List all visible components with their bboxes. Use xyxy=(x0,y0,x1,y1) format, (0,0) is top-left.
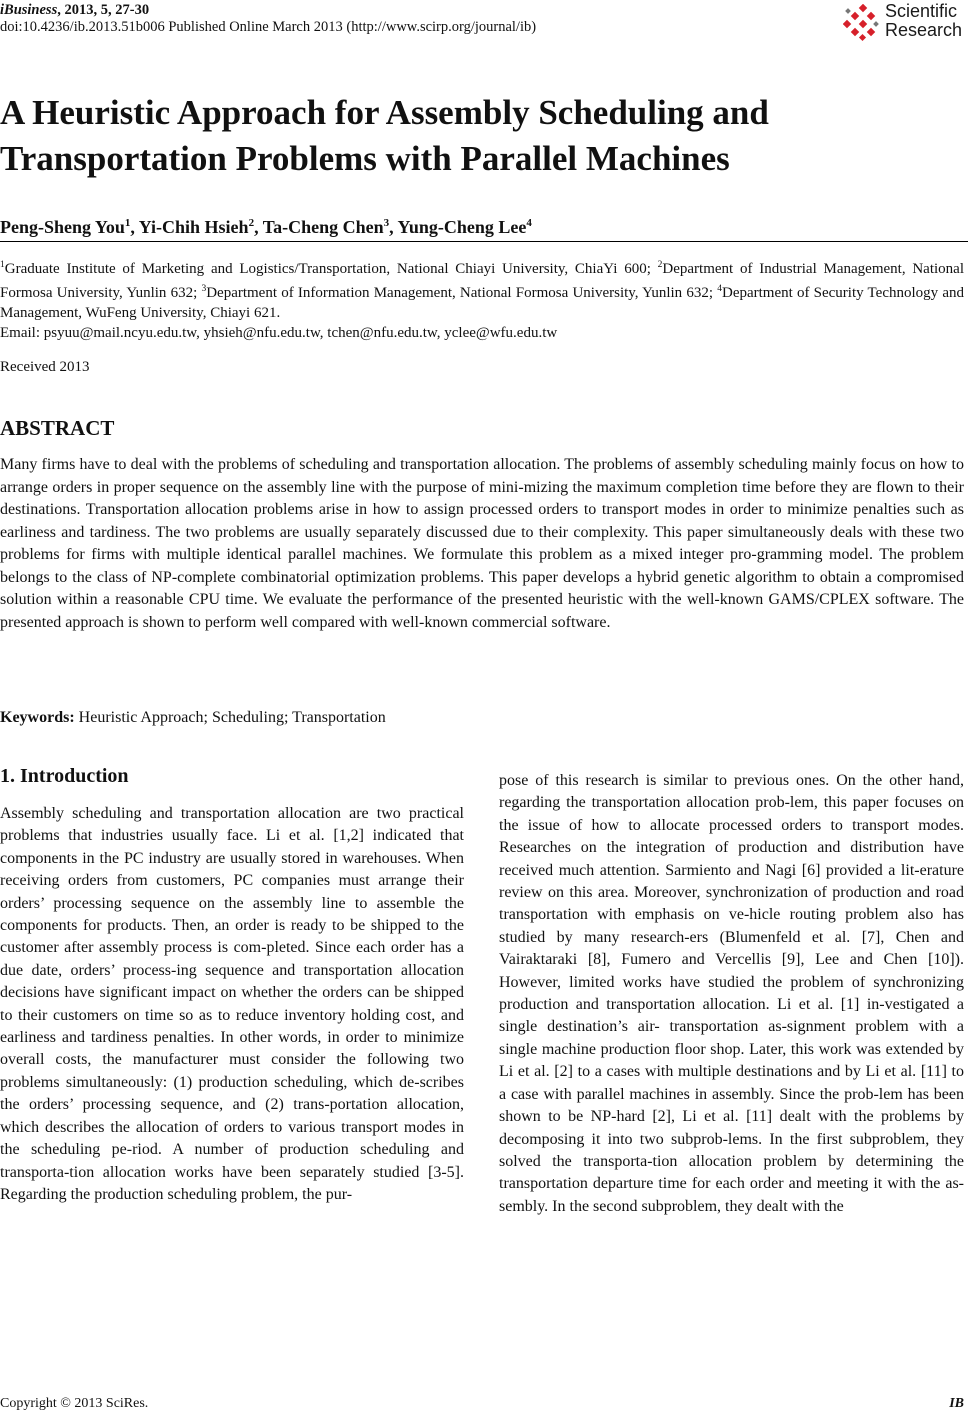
affiliation-2: Department of Industrial Management, National Formosa University, Yunlin 632; xyxy=(0,261,964,301)
paper-title xyxy=(0,90,968,182)
copyright: Copyright © 2013 SciRes. xyxy=(0,1396,149,1411)
journal-abbr: IB xyxy=(949,1396,964,1411)
section-heading: 1. Introduction xyxy=(0,765,129,787)
affil-sup: 2 xyxy=(657,260,663,270)
running-header xyxy=(0,2,536,36)
keywords-label: Keywords: xyxy=(0,709,75,726)
keywords-value: Heuristic Approach; Scheduling; Transportation xyxy=(74,709,386,726)
affil-sup: 4 xyxy=(717,284,722,294)
affiliation-1: Graduate Institute of Marketing and Logistics/Transportation, National Chiayi University, ChiaYi 600; xyxy=(4,261,658,277)
author-sup: 4 xyxy=(526,217,532,229)
scientific-research-logo-icon xyxy=(843,4,881,42)
received-date: Received 2013 xyxy=(0,359,90,375)
keywords xyxy=(0,707,386,729)
author-name: Ta-Cheng Chen xyxy=(262,217,384,237)
author-list xyxy=(0,212,532,238)
journal-citation xyxy=(0,2,536,19)
affiliation-3: Department of Information Management, National Formosa University, Yunlin 632; xyxy=(206,285,718,301)
logo-line2: Research xyxy=(885,20,963,40)
divider xyxy=(0,241,968,242)
author-sup: 2 xyxy=(248,217,255,229)
abstract-heading: ABSTRACT xyxy=(0,416,115,440)
author-sup: 3 xyxy=(383,217,390,229)
page-footer xyxy=(0,1395,964,1412)
author-name: Yung-Cheng Lee xyxy=(397,217,527,237)
left-column-text: Assembly scheduling and transportation allocation are two practical problems that industries usually face. Li et al. [1,2] indicated that components in the PC industry are usually stored in warehouses. When receiving orders from customers, PC companies must arrange their orders’ processing sequence on the assembly line to assemble the components for products. Then, an order is ready to be shipped to the customer after assembly process is com-pleted. Since each order has a due date, orders’ process-ing sequence and transportation allocation decisions have significant impact on whether the orders can be shipped to their customers on time so as to reduce inventory holding cost, and earliness and tardiness penalties. In other words, in order to minimize overall costs, the manufacturer must consider the following two problems simultaneously: (1) production scheduling, which de-scribes the orders’ processing sequence, and (2) trans-portation allocation, which describes the allocation of orders to various transport modes in the scheduling pe-riod. A number of production scheduling and transporta-tion allocation works have been separately studied [3-5]. Regarding the production scheduling problem, the pur- xyxy=(0,805,464,1203)
affil-sup: 1 xyxy=(0,260,5,270)
affiliation-4: Department of Security Technology and Management, WuFeng University, Chiayi 621. xyxy=(0,285,964,321)
author-sep: , xyxy=(130,217,139,237)
author-name: Yi-Chih Hsieh xyxy=(138,217,249,237)
abstract-body: Many firms have to deal with the problems of scheduling and transportation allocation. The problems of assembly scheduling mainly focus on how to arrange orders in proper sequence on the assembly line with the purpose of mini-mizing the maximum completion time before they are flown to their destinations. Transportation allocation problems arise in how to assign processed orders to transport modes in order to minimize penalties such as earliness and tardiness. The two problems are usually separately discussed due to their complexity. This paper simultaneously deals with these two problems for firms with multiple identical parallel machines. We formulate this problem as a mixed integer pro-gramming model. The problem belongs to the class of NP-complete combinatorial optimization problems. This paper develops a hybrid genetic algorithm to obtain a compromised solution within a reasonable CPU time. We evaluate the performance of the presented heuristic with the well-known GAMS/CPLEX software. The presented approach is shown to perform well compared with well-known commercial software. xyxy=(0,456,964,631)
logo-text xyxy=(885,2,962,40)
doi-line: doi:10.4236/ib.2013.51b006 Published Online March 2013 (http://www.scirp.org/journal/ib) xyxy=(0,19,537,35)
publisher-logo xyxy=(843,2,968,42)
author-sup: 1 xyxy=(124,217,131,229)
affil-sup: 3 xyxy=(201,284,207,294)
title-line1: A Heuristic Approach for Assembly Scheduling and xyxy=(0,93,769,132)
email-line: Email: psyuu@mail.ncyu.edu.tw, yhsieh@nfu.edu.tw, tchen@nfu.edu.tw, yclee@wfu.edu.tw xyxy=(0,325,558,341)
affiliations xyxy=(0,255,964,343)
author-sep: , xyxy=(389,217,398,237)
author-name: Peng-Sheng You xyxy=(0,217,125,237)
journal-name: iBusiness xyxy=(0,2,58,18)
author-sep: , xyxy=(254,217,263,237)
title-line2: Transportation Problems with Parallel Machines xyxy=(0,139,730,178)
journal-volume: , 2013, 5, 27-30 xyxy=(57,2,150,18)
logo-line1: Scientific xyxy=(885,1,958,21)
right-column-text: pose of this research is similar to previous ones. On the other hand, regarding the transportation allocation prob-lem, this paper focuses on the issue of how to allocate processed orders to transport modes. Researches on the integration of production and distribution have received much attention. Sarmiento and Nagi [6] provided a lit-erature review on this area. Moreover, synchronization of production and road transportation with emphasis on ve-hicle routing problem also has studied by many research-ers (Blumenfeld et al. [7], Chen and Vairaktaraki [8], Fumero and Vercellis [9], Lee and Chen [10]). However, limited works have studied the problem of synchronizing production and transportation allocation. Li et al. [1] in-vestigated a single destination’s air- transportation as-signment problem with a single machine production floor shop. Later, this work was extended by Li et al. [2] to a cases with multiple destinations and by Li et al. [11] to a case with parallel machines in assembly. Since the prob-lem has been shown to be NP-hard [2], Li et al. [11] dealt with the problems by decomposing it into two subprob-lems. In the first subproblem, they solved the transporta-tion allocation problem by determining the transportation departure time for each order and meeting it with the as-sembly. In the second subproblem, they dealt with the xyxy=(499,772,964,1215)
affiliation-text xyxy=(0,255,964,323)
